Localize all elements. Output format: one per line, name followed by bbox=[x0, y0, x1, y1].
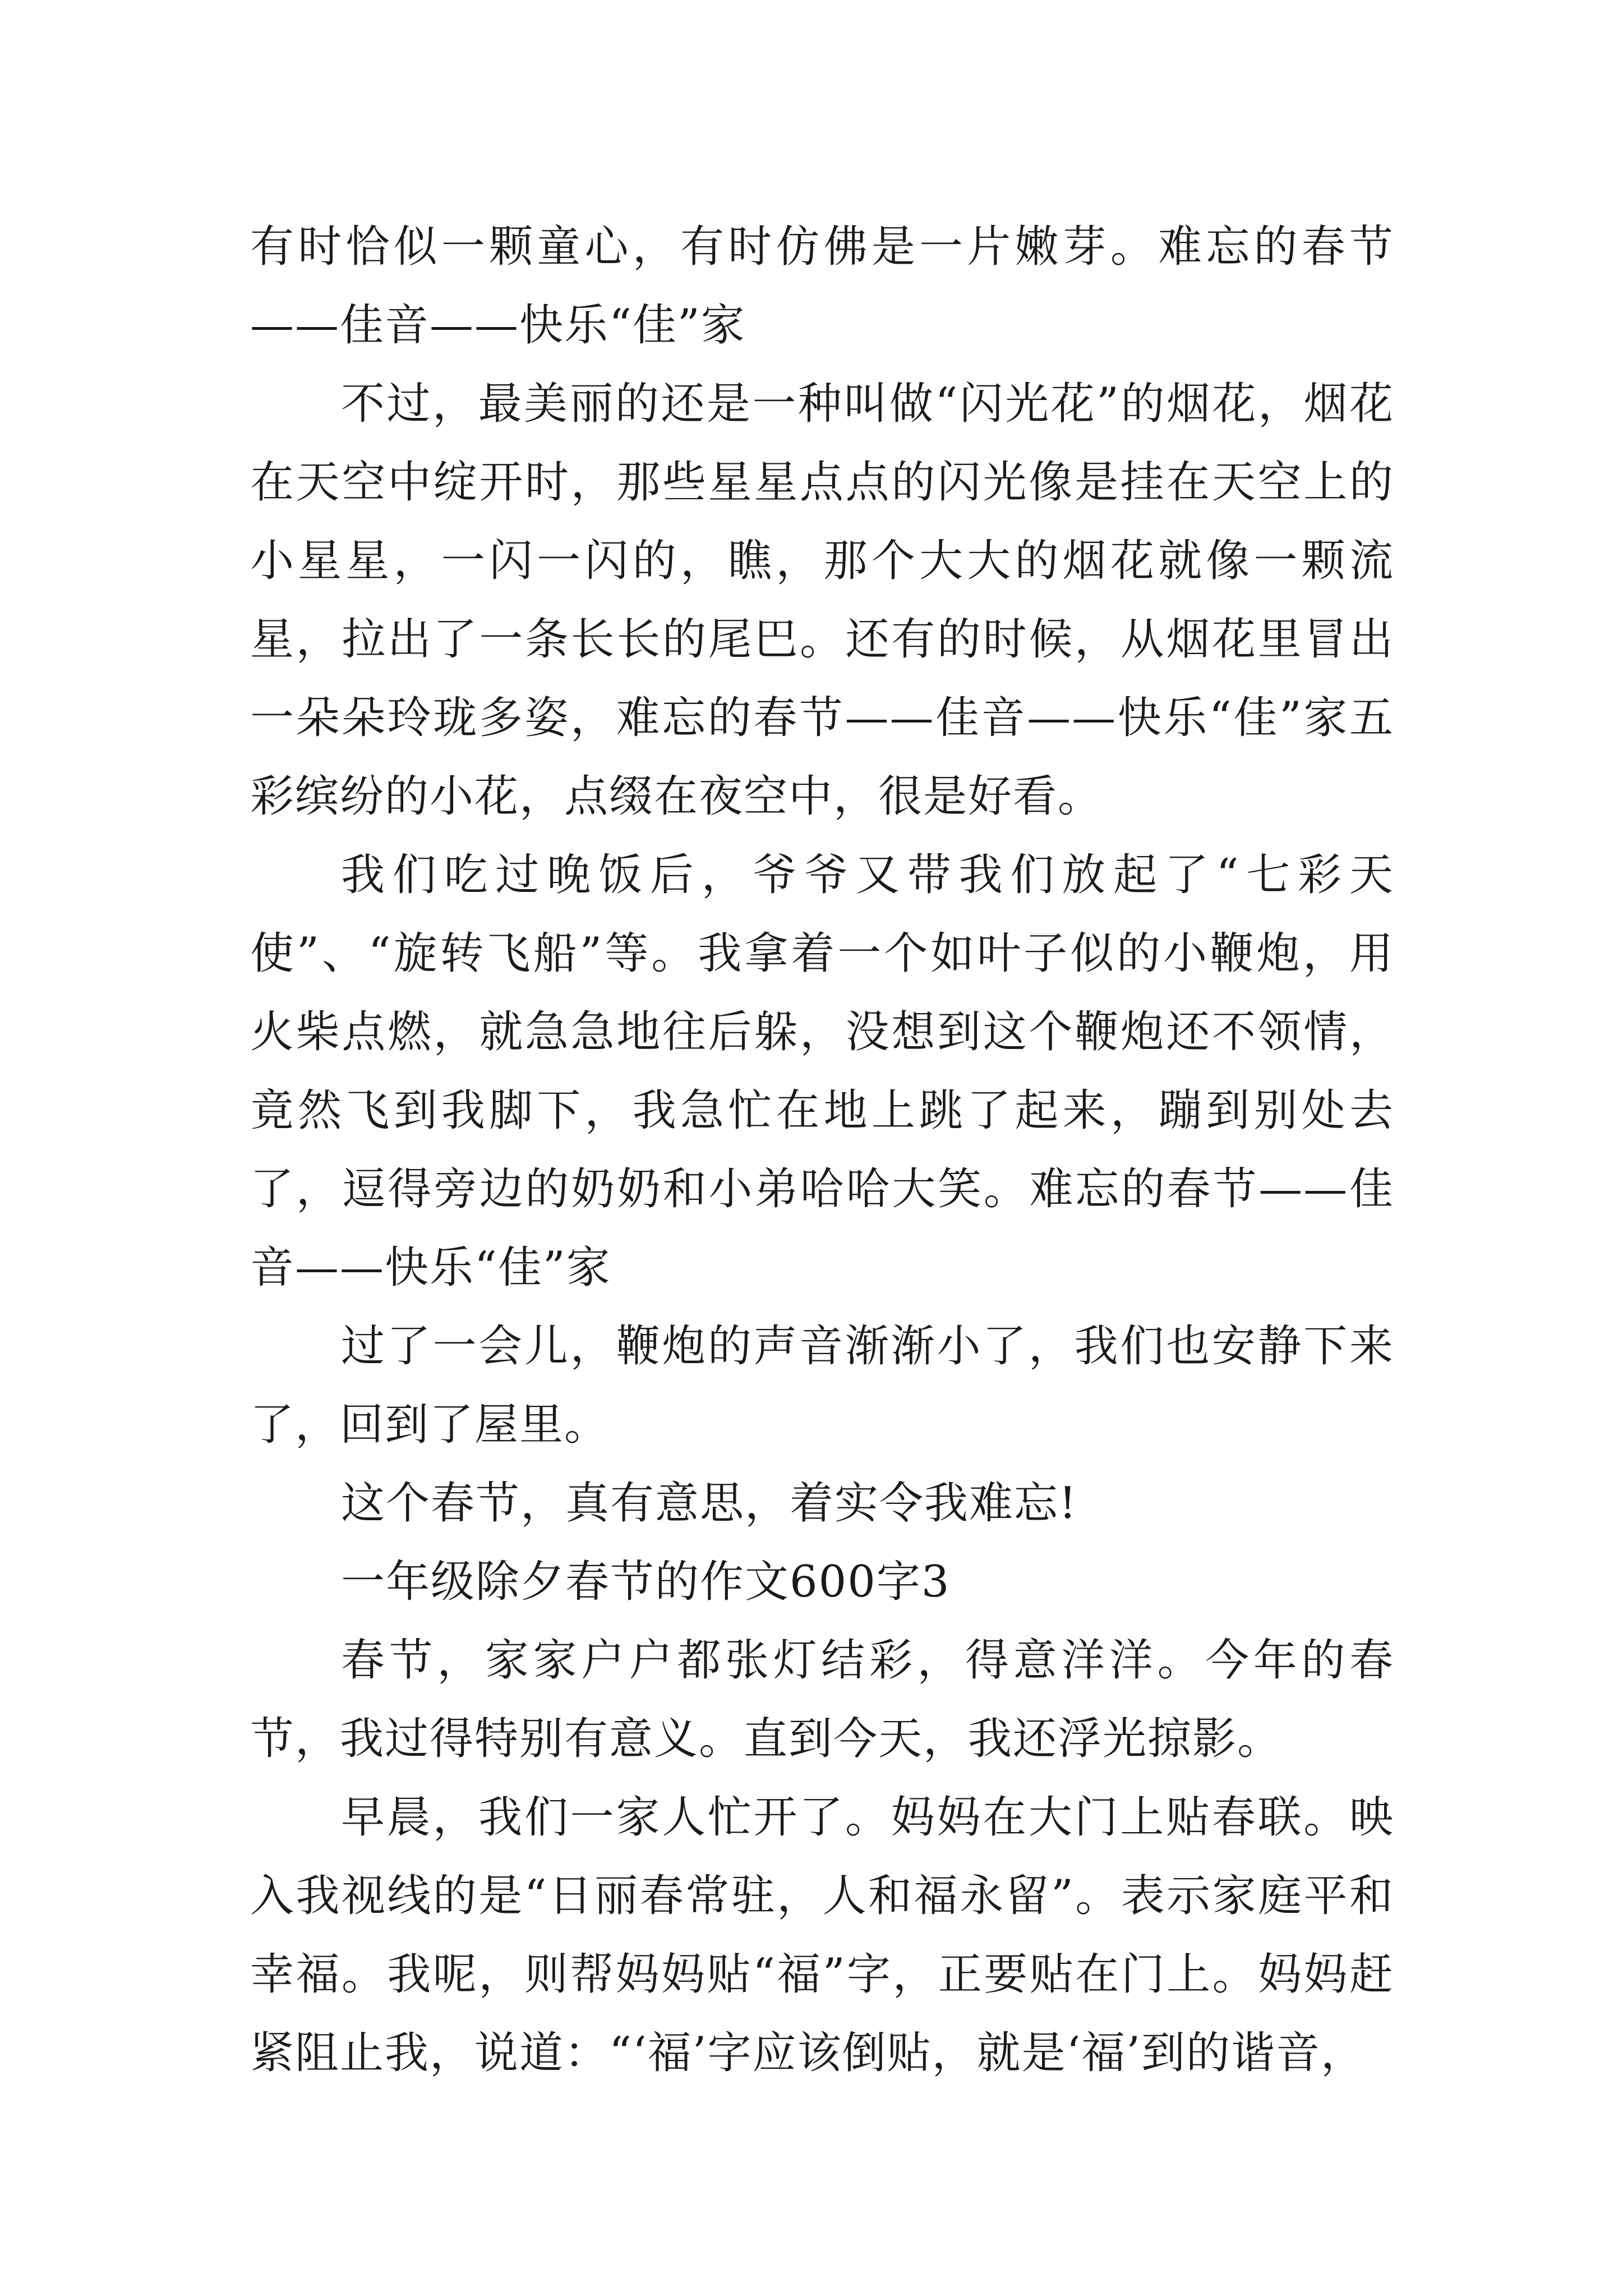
paragraph-2: 不过，最美丽的还是一种叫做“闪光花”的烟花，烟花在天空中绽开时，那些星星点点的闪光像是挂在天空上的小星星，一闪一闪的，瞧，那个大大的烟花就像一颗流星，拉出了一条长长的尾巴。还有的时候，从烟花里冒出一朵朵玲珑多姿，难忘的春节——佳音——快乐“佳”家五彩缤纷的小花，点缀在夜空中，很是好看。 bbox=[250, 379, 1394, 822]
paragraph-1: 有时恰似一颗童心，有时仿佛是一片嫩芽。难忘的春节——佳音——快乐“佳”家 bbox=[250, 222, 1394, 351]
paragraph-4: 过了一会儿，鞭炮的声音渐渐小了，我们也安静下来了，回到了屋里。 bbox=[250, 1321, 1394, 1450]
paragraph-7: 早晨，我们一家人忙开了。妈妈在大门上贴春联。映入我视线的是“日丽春常驻，人和福永留”。表示家庭平和幸福。我呢，则帮妈妈贴“福”字，正要贴在门上。妈妈赶紧阻止我，说道：“‘福’字应该倒贴，就是‘福’到的谐音， bbox=[250, 1792, 1394, 2078]
paragraph-6: 春节，家家户户都张灯结彩，得意洋洋。今年的春节，我过得特别有意义。直到今天，我还浮光掠影。 bbox=[250, 1635, 1394, 1764]
paragraph-5: 这个春节，真有意思，着实令我难忘! bbox=[341, 1478, 1078, 1529]
section-heading: 一年级除夕春节的作文600字3 bbox=[341, 1557, 951, 1607]
document-body bbox=[250, 208, 1394, 2092]
paragraph-3: 我们吃过晚饭后，爷爷又带我们放起了“七彩天使”、“旋转飞船”等。我拿着一个如叶子似的小鞭炮，用火柴点燃，就急急地往后躲，没想到这个鞭炮还不领情，竟然飞到我脚下，我急忙在地上跳了起来，蹦到别处去了，逗得旁边的奶奶和小弟哈哈大笑。难忘的春节——佳音——快乐“佳”家 bbox=[250, 850, 1394, 1293]
